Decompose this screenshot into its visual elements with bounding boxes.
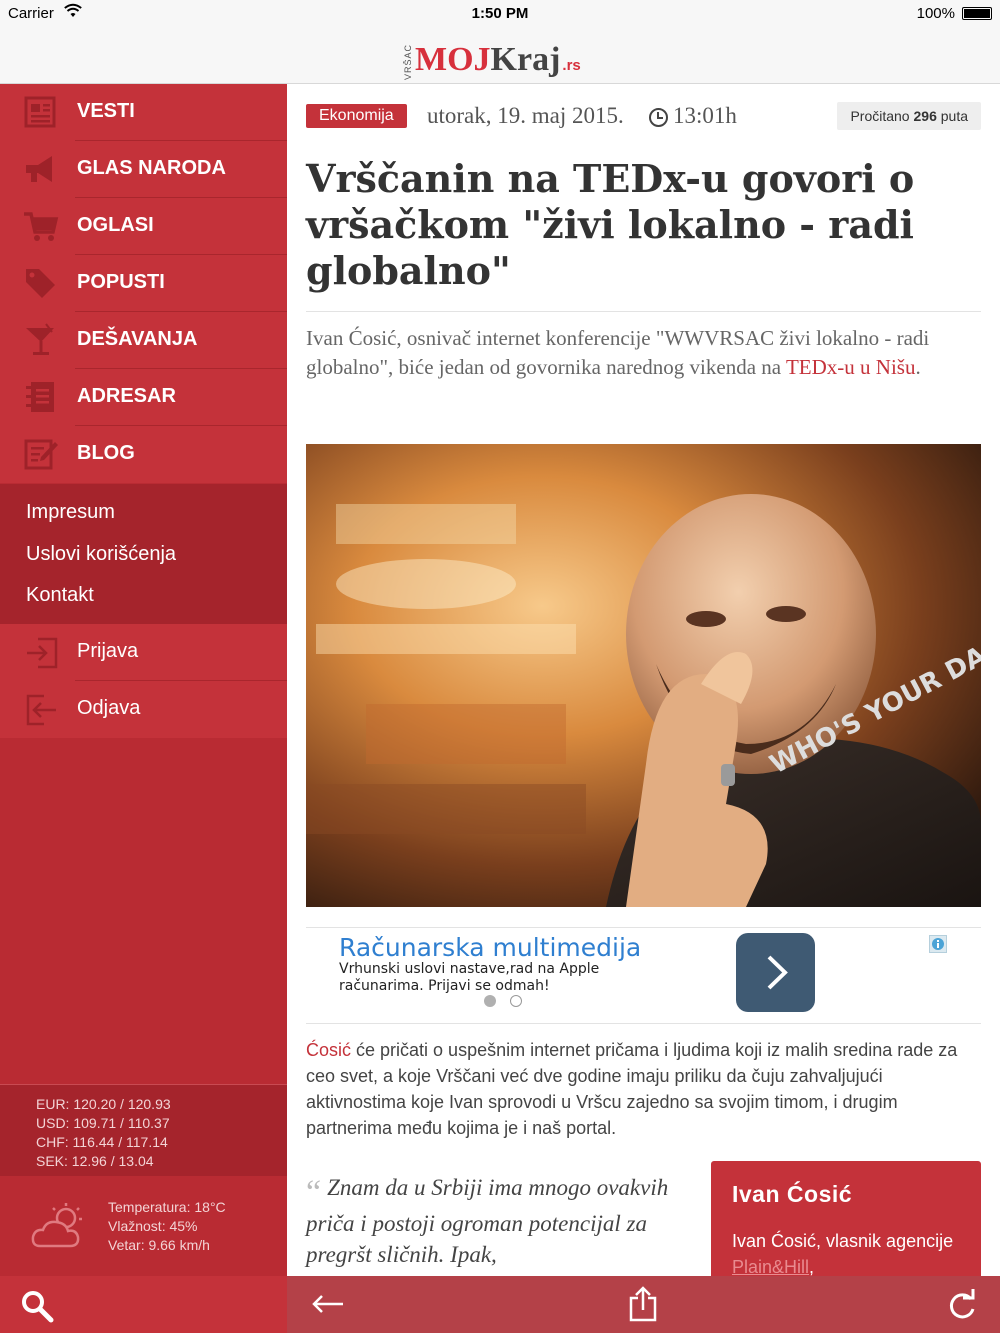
address-book-icon <box>22 379 60 415</box>
rate-chf: CHF: 116.44 / 117.14 <box>36 1134 168 1150</box>
bio-text <box>732 1228 960 1276</box>
tags-icon <box>22 265 60 301</box>
divider <box>306 311 981 312</box>
ad-banner[interactable] <box>306 927 981 1022</box>
sidebar-item-oglasi[interactable] <box>0 198 287 255</box>
logout-button[interactable] <box>0 681 287 738</box>
chevron-right-icon <box>736 933 815 1012</box>
cocktail-icon <box>22 322 60 358</box>
logo-city: VRŠAC <box>403 43 413 80</box>
newspaper-icon <box>22 94 60 130</box>
author-bio-box <box>711 1161 981 1276</box>
sidebar-item-label: ADRESAR <box>77 385 176 407</box>
sidebar-item-label: GLAS NARODA <box>77 157 226 179</box>
photo-illustration <box>306 444 981 907</box>
rate-usd: USD: 109.71 / 110.37 <box>36 1115 170 1131</box>
lead-end: . <box>915 355 921 379</box>
status-bar <box>0 0 1000 28</box>
ad-page-dot-active[interactable] <box>484 995 496 1007</box>
rate-eur: EUR: 120.20 / 120.93 <box>36 1096 171 1112</box>
link-impresum[interactable]: Impresum <box>26 501 115 523</box>
category-badge[interactable]: Ekonomija <box>306 104 407 128</box>
tedx-link[interactable]: TEDx-u u Nišu <box>785 355 916 379</box>
login-icon <box>24 636 60 670</box>
megaphone-icon <box>22 151 60 187</box>
cosic-link[interactable]: Ćosić <box>306 1040 352 1060</box>
ad-open-button[interactable] <box>736 933 815 1012</box>
logo-kraj: Kraj <box>490 41 561 78</box>
sidebar-item-vesti[interactable] <box>0 84 287 141</box>
quote-mark-icon: “ <box>306 1174 322 1211</box>
weather-wind: Vetar: 9.66 km/h <box>108 1237 210 1253</box>
battery-percent: 100% <box>916 5 955 22</box>
battery-icon <box>962 7 992 20</box>
site-logo[interactable] <box>403 34 581 80</box>
quote-text: Znam da u Srbiji ima mnogo ovakvih priča i postoji ogroman potencijal za pregršt sličnih. Ipak, <box>306 1175 669 1267</box>
weather-temperature: Temperatura: 18°C <box>108 1199 226 1215</box>
weather-humidity: Vlažnost: 45% <box>108 1218 198 1234</box>
exchange-rates <box>0 1084 287 1176</box>
views-suffix: puta <box>940 108 968 124</box>
sidebar-item-desavanja[interactable] <box>0 312 287 369</box>
sidebar-item-label: OGLASI <box>77 214 154 236</box>
cart-icon <box>22 208 60 244</box>
carrier-label: Carrier <box>8 5 54 22</box>
back-arrow-icon[interactable] <box>311 1293 345 1315</box>
ad-body: Vrhunski uslovi nastave,rad na Apple računarima. Prijavi se odmah! <box>339 961 600 994</box>
bio-text-end: , <box>809 1257 815 1276</box>
sidebar-item-label: BLOG <box>77 442 135 464</box>
article-lead <box>306 324 981 382</box>
logo-moj: MOJ <box>415 41 491 78</box>
sidebar-item-label: VESTI <box>77 100 135 122</box>
article-date: utorak, 19. maj 2015. <box>427 103 624 128</box>
search-icon[interactable] <box>20 1289 54 1323</box>
article-meta <box>306 102 981 132</box>
partly-cloudy-icon <box>30 1202 96 1250</box>
views-count: 296 <box>913 108 937 124</box>
sidebar-item-blog[interactable] <box>0 426 287 483</box>
weather-widget <box>0 1176 287 1276</box>
body-text: će pričati o uspešnim internet pričama i ljudima koji iz malih sredina rade za ceo svet, a koje Vrščani već dve godine imaju priliku da čuju zahvaljujući aktivnostima koje Ivan sprovodi u Vršcu zajedno sa svojim timom, i drugim partnerima među kojima je i naš portal. <box>306 1040 958 1138</box>
ad-page-dot[interactable] <box>510 995 522 1007</box>
article-body <box>306 1037 983 1141</box>
sidebar-item-label: DEŠAVANJA <box>77 328 198 350</box>
secondary-links <box>0 484 287 624</box>
views-prefix: Pročitano <box>850 108 910 124</box>
bottom-toolbar <box>0 1276 1000 1333</box>
ad-headline[interactable]: Računarska multimedija <box>339 933 642 962</box>
sidebar-item-label: POPUSTI <box>77 271 165 293</box>
sidebar-item-popusti[interactable] <box>0 255 287 312</box>
sidebar-item-adresar[interactable] <box>0 369 287 426</box>
bio-name: Ivan Ćosić <box>732 1181 853 1207</box>
sidebar-item-glas-naroda[interactable] <box>0 141 287 198</box>
login-label: Prijava <box>77 640 139 662</box>
ad-info-icon[interactable] <box>929 935 947 953</box>
toolbar-right <box>287 1276 1000 1333</box>
article-quote <box>306 1172 678 1270</box>
logout-label: Odjava <box>77 697 141 719</box>
article-title: Vrščanin na TEDx-u govori o vršačkom "živi lokalno - radi globalno" <box>306 156 915 293</box>
weather-details <box>108 1198 226 1255</box>
clock-icon <box>649 108 668 127</box>
article-view <box>287 84 1000 1276</box>
pencil-note-icon <box>22 436 60 472</box>
logo-tld: .rs <box>562 57 581 74</box>
bio-text-start: Ivan Ćosić, vlasnik agencije <box>732 1231 954 1251</box>
rate-sek: SEK: 12.96 / 13.04 <box>36 1153 154 1169</box>
link-uslovi-koriscenja[interactable]: Uslovi korišćenja <box>26 543 177 565</box>
plain-hill-link[interactable]: Plain&Hill <box>732 1257 810 1276</box>
divider <box>306 1023 981 1024</box>
toolbar-left <box>0 1276 287 1333</box>
app-header <box>0 28 1000 84</box>
article-time: 13:01h <box>673 103 737 128</box>
login-button[interactable] <box>0 624 287 681</box>
logout-icon <box>24 693 60 727</box>
refresh-icon[interactable] <box>947 1289 977 1321</box>
sidebar-menu <box>0 84 287 1276</box>
link-kontakt[interactable]: Kontakt <box>26 584 94 606</box>
lead-text: Ivan Ćosić, osnivač internet konferencije "WWVRSAC živi lokalno - radi globalno", biće jedan od govornika narednog vikenda na <box>306 326 930 379</box>
article-photo[interactable] <box>306 444 981 907</box>
clock-time: 1:50 PM <box>471 5 529 22</box>
views-counter <box>837 102 981 130</box>
share-icon[interactable] <box>628 1286 658 1322</box>
